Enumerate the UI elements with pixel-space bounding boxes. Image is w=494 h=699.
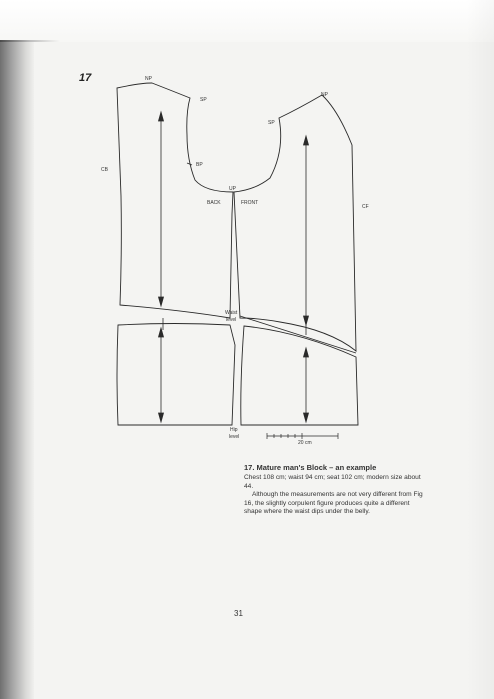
label-cf: CF (362, 204, 369, 210)
figure-caption (244, 463, 424, 517)
arrow-head (159, 112, 164, 121)
label-hip-level-1: Hip (230, 427, 238, 433)
label-back: BACK (207, 200, 221, 206)
waist-dip-curve (240, 316, 356, 353)
front-bodice-outline (234, 95, 356, 351)
label-up: UP (229, 186, 236, 192)
caption-measurements: Chest 108 cm; waist 94 cm; seat 102 cm; modern size about 44. (244, 474, 421, 490)
label-np-back: NP (145, 76, 152, 82)
label-waist-level-1: Waist (225, 310, 238, 316)
caption-title: 17. Mature man's Block – an example (244, 463, 377, 472)
page-number: 31 (234, 609, 243, 618)
label-np-front: NP (321, 92, 328, 98)
label-cb: CB (101, 167, 108, 173)
arrow-head (304, 413, 309, 422)
label-bp: BP (196, 162, 203, 168)
back-lower-outline (117, 324, 235, 426)
caption-description: Although the measurements are not very different from Fig 16, the slightly corpulent figure produces quite a different shape where the waist dips under the belly. (244, 491, 423, 516)
label-sp-back: SP (200, 97, 207, 103)
label-waist-level-2: level (226, 317, 237, 323)
figure-number: 17 (79, 72, 92, 84)
label-hip-level-2: level (229, 434, 240, 440)
label-front: FRONT (241, 200, 259, 206)
label-sp-front: SP (268, 120, 275, 126)
label-scale: 20 cm (298, 440, 312, 446)
scale-bar (267, 433, 338, 439)
arrow-head (159, 413, 164, 422)
arrow-head (304, 348, 309, 357)
arrow-head (304, 136, 309, 145)
arrow-head (159, 297, 164, 306)
